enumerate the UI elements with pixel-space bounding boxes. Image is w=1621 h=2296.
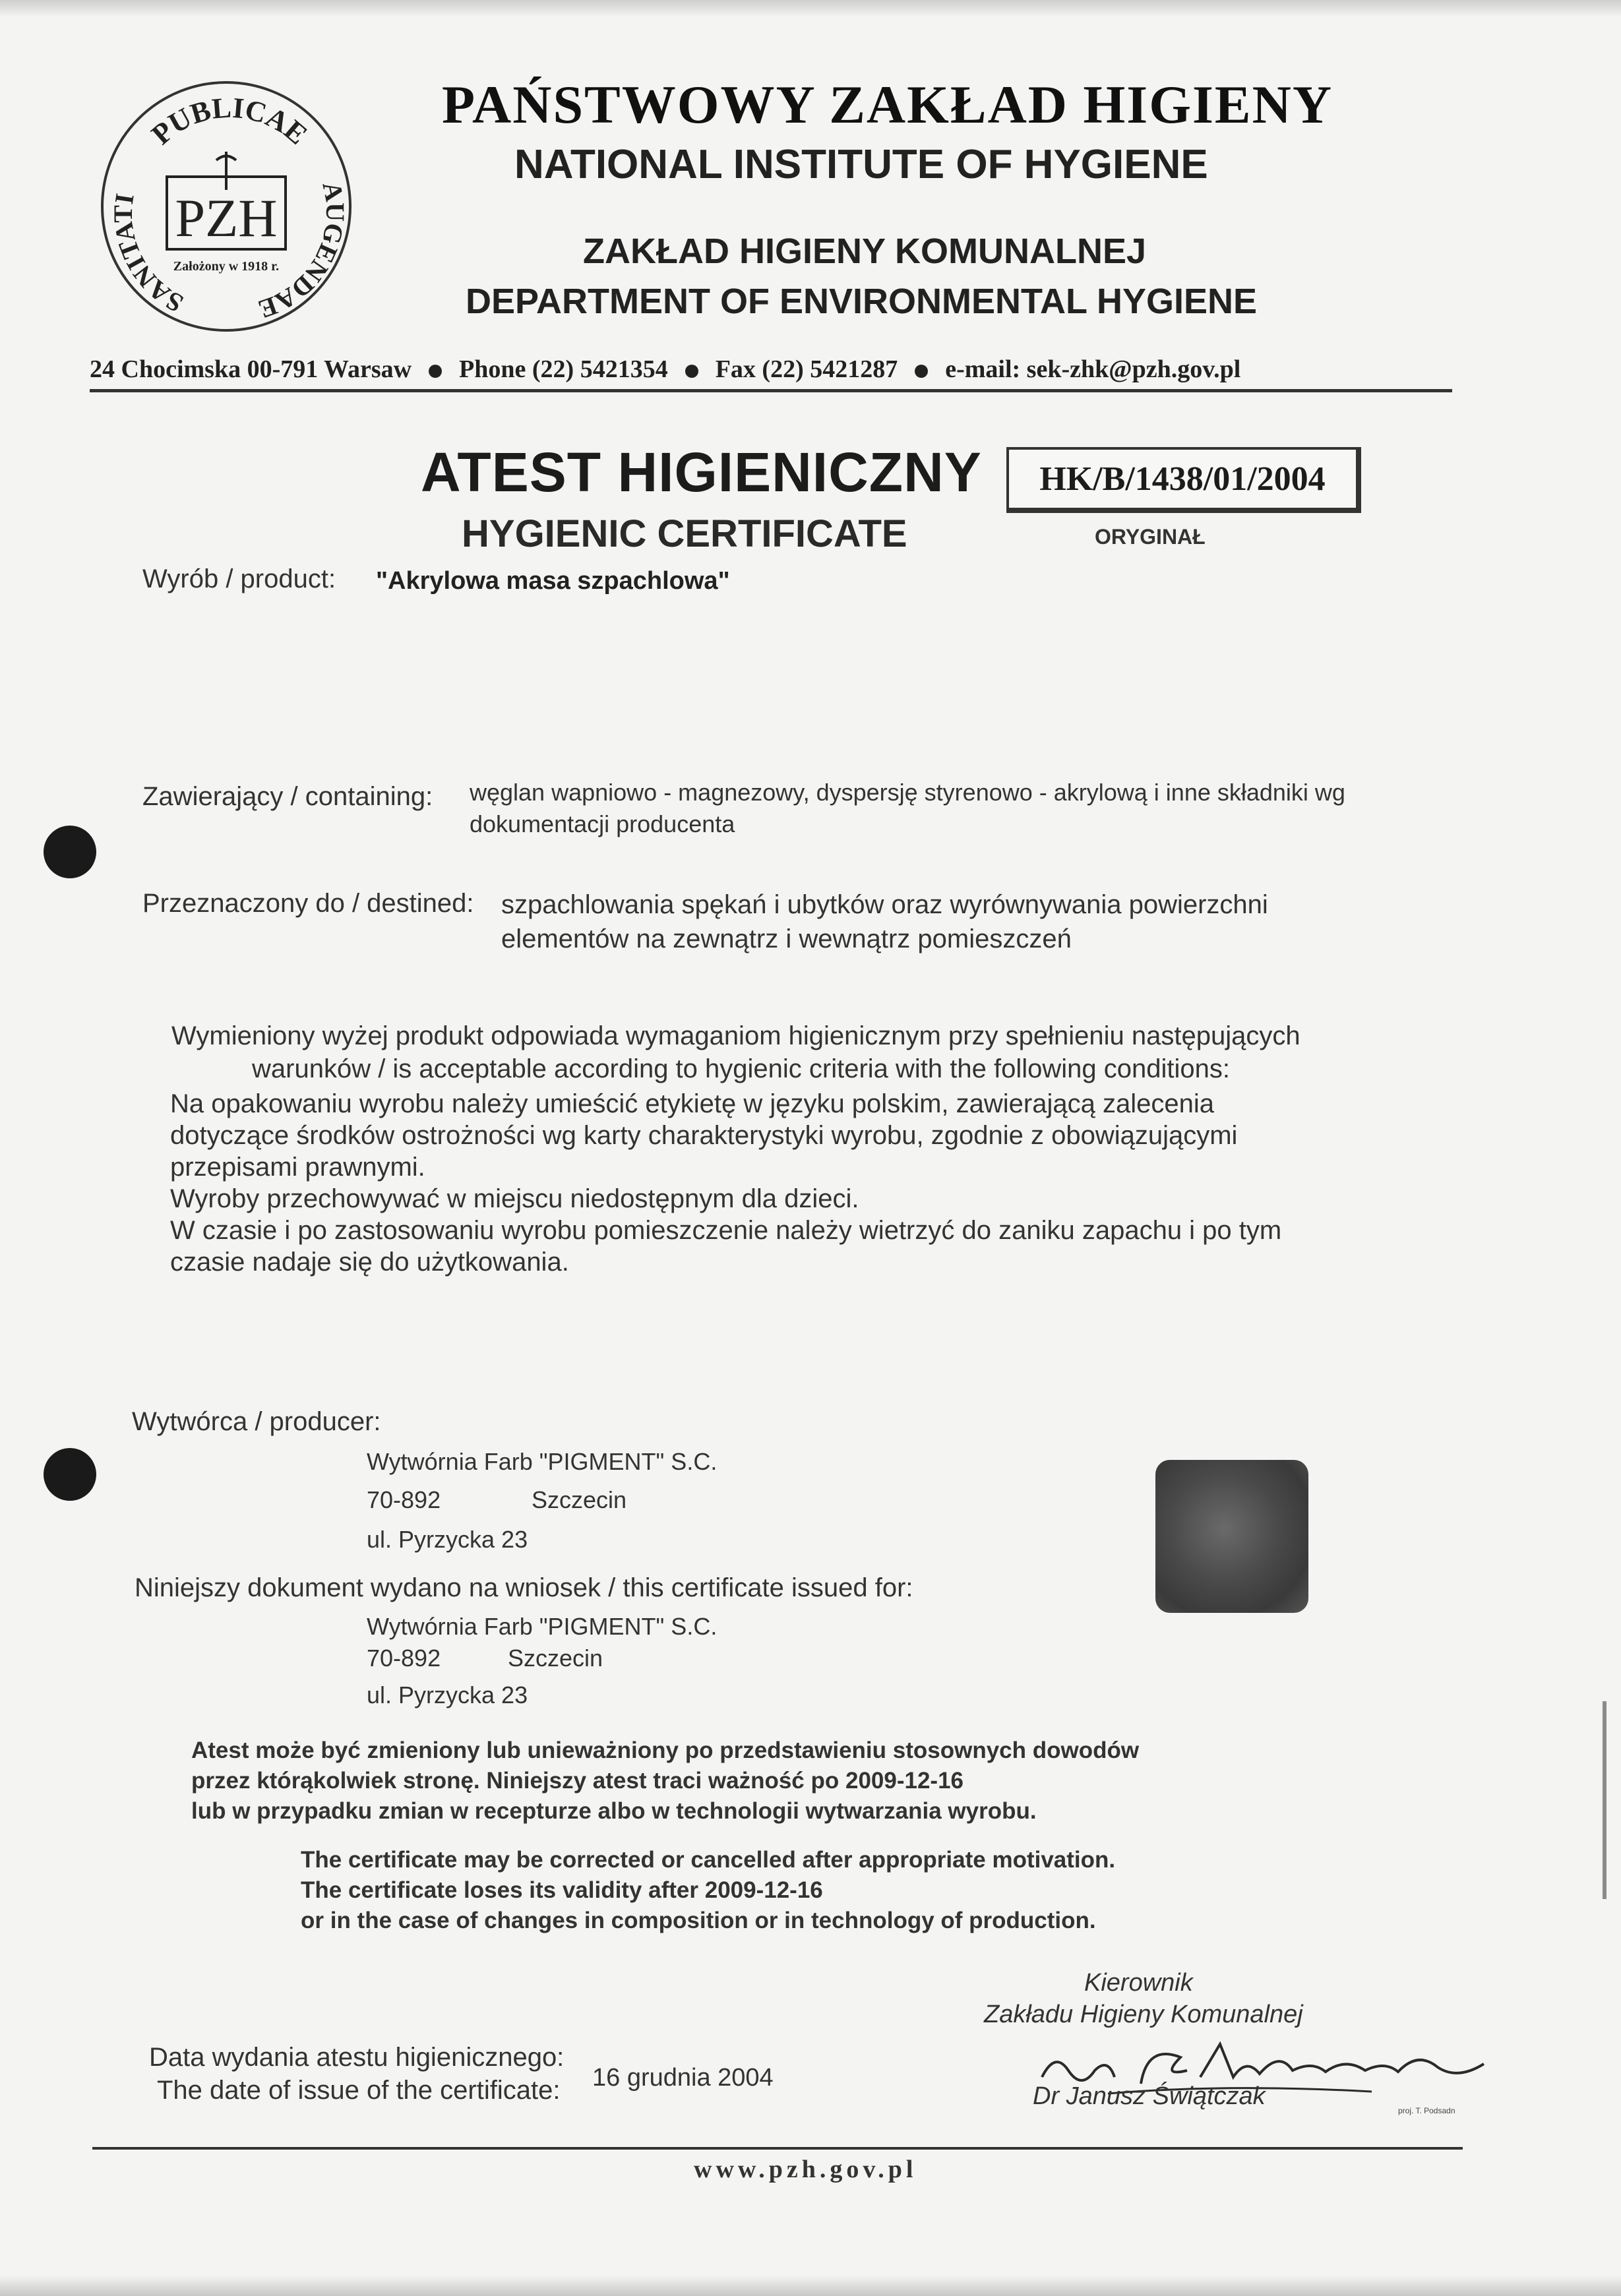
condition-line: przepisami prawnymi.	[170, 1153, 425, 1182]
conditions-intro	[171, 1019, 1424, 1085]
condition-line: dotyczące środków ostrożności wg karty charakterystyki wyrobu, zgodnie z obowiązującymi	[170, 1121, 1238, 1150]
issue-date-label-en: The date of issue of the certificate:	[157, 2076, 561, 2105]
footer-url[interactable]: www.pzh.gov.pl	[694, 2156, 917, 2183]
bullet-icon	[429, 365, 442, 378]
condition-line: Na opakowaniu wyrobu należy umieścić etykietę w języku polskim, zawierającą zalecenia	[170, 1089, 1214, 1118]
seal-ring-top: PUBLICAE	[145, 91, 314, 151]
issue-date-value: 16 grudnia 2004	[592, 2064, 774, 2092]
issued-for-street: ul. Pyrzycka 23	[367, 1681, 528, 1708]
destined-line: elementów na zewnątrz i wewnątrz pomieszczeń	[501, 924, 1072, 953]
footer-divider	[92, 2147, 1463, 2150]
certificate-title-en: HYGIENIC CERTIFICATE	[462, 512, 907, 555]
destined-line: szpachlowania spękań i ubytków oraz wyrównywania powierzchni	[501, 890, 1268, 919]
containing-value	[470, 777, 1426, 840]
condition-line: W czasie i po zastosowaniu wyrobu pomieszczenie należy wietrzyć do zaniku zapachu i po tym	[170, 1216, 1282, 1245]
producer-zip: 70-892	[367, 1486, 441, 1513]
conditions-intro-line: warunków / is acceptable according to hygienic criteria with the following conditions:	[252, 1054, 1230, 1083]
seal-ring-right: AUGENDAE	[255, 179, 351, 325]
containing-label: Zawierający / containing:	[142, 782, 433, 811]
contact-line	[90, 355, 1452, 384]
condition-line: Wyroby przechowywać w miejscu niedostępnym dla dzieci.	[170, 1184, 859, 1213]
seal-monogram: PZH	[175, 188, 278, 248]
scan-edge-right	[1603, 1701, 1606, 1899]
seal-ring-left: SANITATI	[108, 191, 189, 319]
condition-line: czasie nadaje się do użytkowania.	[170, 1248, 569, 1277]
institute-name-pl: PAŃSTWOWY ZAKŁAD HIGIENY	[442, 75, 1333, 135]
seal-founded: Założony w 1918 r.	[173, 259, 280, 274]
department-name-en: DEPARTMENT OF ENVIRONMENTAL HYGIENE	[466, 282, 1258, 321]
certificate-title-pl: ATEST HIGIENICZNY	[421, 441, 982, 503]
producer-city: Szczecin	[532, 1486, 627, 1513]
bullet-icon	[915, 365, 928, 378]
scan-edge-bottom	[0, 2275, 1621, 2296]
institute-name-en: NATIONAL INSTITUTE OF HYGIENE	[514, 142, 1208, 187]
issue-date-label-pl: Data wydania atestu higienicznego:	[149, 2043, 565, 2072]
original-mark: ORYGINAŁ	[1095, 525, 1206, 549]
producer-label: Wytwórca / producer:	[132, 1407, 381, 1436]
header-divider	[90, 389, 1452, 392]
validity-note-en	[301, 1845, 1422, 1936]
validity-line: lub w przypadku zmian w recepturze albo w technologii wytwarzania wyrobu.	[191, 1798, 1037, 1824]
issued-for-city: Szczecin	[508, 1645, 603, 1672]
certificate-number: HK/B/1438/01/2004	[1006, 447, 1361, 513]
department-name-pl: ZAKŁAD HIGIENY KOMUNALNEJ	[583, 231, 1147, 271]
signatory-title: Kierownik	[1084, 1969, 1193, 1997]
conditions-list	[170, 1088, 1370, 1278]
validity-note-pl	[191, 1736, 1378, 1827]
containing-line: dokumentacji producenta	[470, 810, 735, 837]
product-value: "Akrylowa masa szpachlowa"	[376, 567, 730, 595]
issued-for-name: Wytwórnia Farb "PIGMENT" S.C.	[367, 1613, 718, 1640]
bullet-icon	[685, 365, 698, 378]
producer-street: ul. Pyrzycka 23	[367, 1526, 528, 1553]
conditions-intro-line: Wymieniony wyżej produkt odpowiada wymaganiom higienicznym przy spełnieniu następujących	[171, 1021, 1300, 1050]
product-label: Wyrób / product:	[142, 564, 336, 593]
validity-line: or in the case of changes in composition or in technology of production.	[301, 1908, 1096, 1933]
destined-label: Przeznaczony do / destined:	[142, 889, 474, 918]
validity-line: przez którąkolwiek stronę. Niniejszy atest traci ważność po 2009-12-16	[191, 1768, 964, 1794]
contact-phone: Phone (22) 5421354	[459, 355, 668, 383]
validity-line: The certificate loses its validity after 2009-12-16	[301, 1877, 823, 1903]
containing-line: węglan wapniowo - magnezowy, dyspersję styrenowo - akrylową i inne składniki wg	[470, 779, 1345, 806]
pzh-seal-logo	[98, 78, 355, 335]
signatory-name: Dr Janusz Świątczak	[1033, 2082, 1266, 2110]
validity-line: Atest może być zmieniony lub unieważniony po przedstawieniu stosownych dowodów	[191, 1737, 1140, 1763]
signatory-department: Zakładu Higieny Komunalnej	[984, 2001, 1303, 2028]
producer-name: Wytwórnia Farb "PIGMENT" S.C.	[367, 1448, 718, 1475]
punch-hole	[44, 826, 96, 878]
contact-email[interactable]: e-mail: sek-zhk@pzh.gov.pl	[945, 355, 1241, 383]
issued-for-zip: 70-892	[367, 1645, 441, 1672]
issued-for-label: Niniejszy dokument wydano na wniosek / this certificate issued for:	[135, 1573, 913, 1602]
signature-note: proj. T. Podsadn	[1398, 2106, 1455, 2115]
scan-edge-top	[0, 0, 1621, 17]
staff-icon	[213, 152, 239, 190]
destined-value	[501, 888, 1398, 956]
punch-hole	[44, 1448, 96, 1501]
contact-fax: Fax (22) 5421287	[715, 355, 898, 383]
contact-address: 24 Chocimska 00-791 Warsaw	[90, 355, 412, 383]
validity-line: The certificate may be corrected or cancelled after appropriate motivation.	[301, 1847, 1116, 1873]
embossed-stamp	[1155, 1460, 1308, 1613]
